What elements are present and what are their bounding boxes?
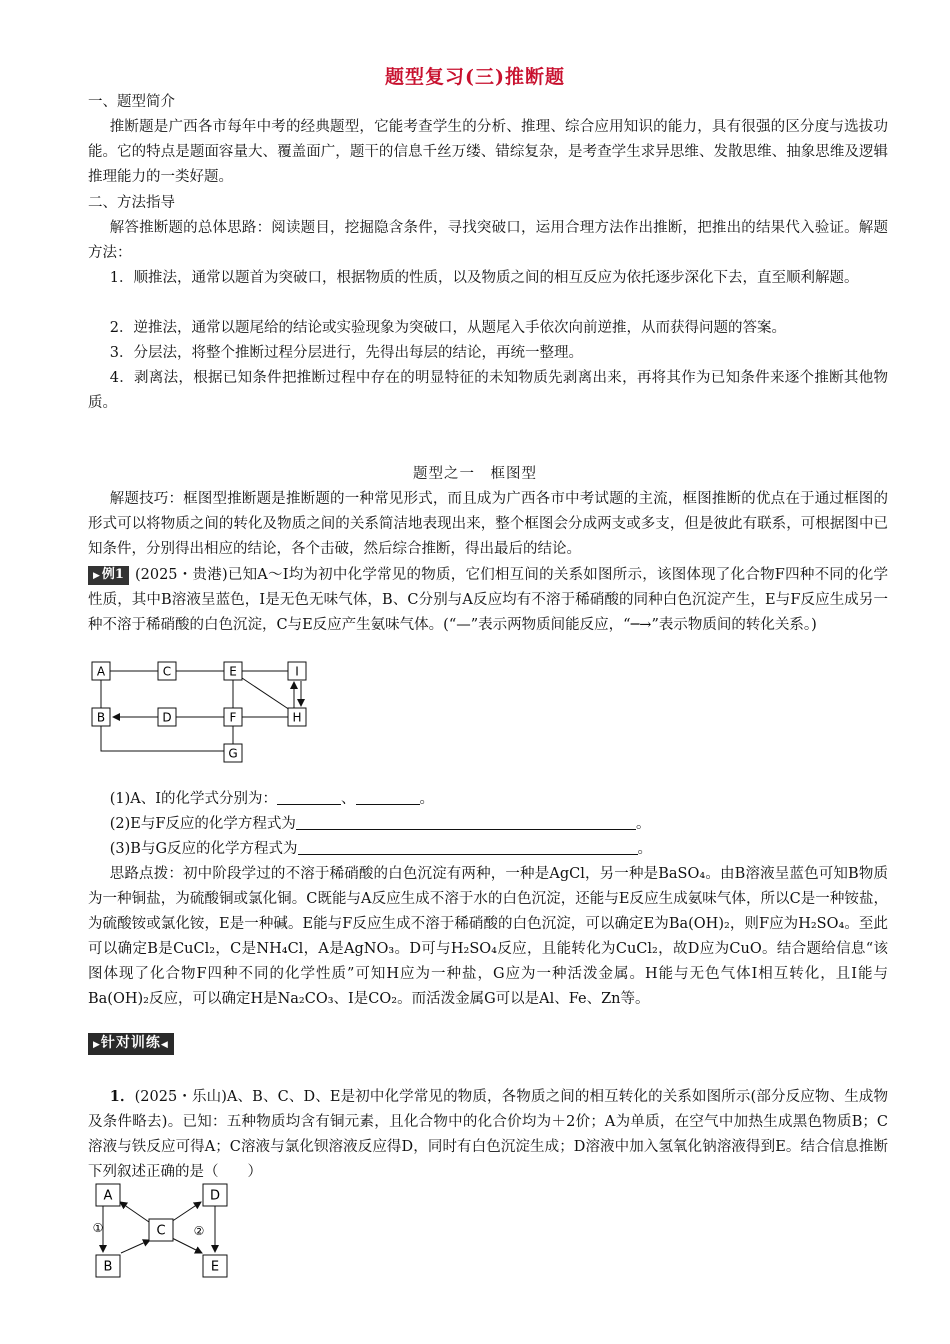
edge-b-c xyxy=(121,1240,150,1253)
edge-c-e xyxy=(172,1238,202,1253)
node-a xyxy=(96,1184,120,1206)
node-e xyxy=(224,662,242,680)
node-b xyxy=(96,1255,120,1277)
node-a xyxy=(92,662,110,680)
answer-blank-equation-ef[interactable] xyxy=(296,815,636,830)
answer-blank-a[interactable] xyxy=(277,790,341,805)
edge-b-g xyxy=(101,726,224,751)
intro-paragraph: 推断题是广西各市每年中考的经典题型，它能考查学生的分析、推理、综合应用知识的能力，具有很强的区分度与选拔功能。它的特点是题面容量大、覆盖面广，题干的信息千丝万缕、错综复杂，是考查学生求异思维、发散思维、抽象思维及逻辑推理能力的一类好题。 xyxy=(88,119,888,185)
step-mark-2: ② xyxy=(193,1224,205,1238)
edge-c-d xyxy=(171,1202,201,1222)
intro-heading: 一、题型简介 xyxy=(88,94,175,110)
node-label: H xyxy=(292,710,302,725)
edge-e-h xyxy=(242,678,290,710)
node-label: B xyxy=(103,1259,113,1275)
node-f xyxy=(224,708,242,726)
training-question-1: 1．(2025・乐山)A、B、C、D、E是初中化学常见的物质，各物质之间的相互转化的关系如图所示(部分反应物、生成物及条件略去)。已知：五种物质均含有铜元素，且化合物中的化合价均为＋2价；A为单质，在空气中加热生成黑色物质B；C溶液与铁反应可得A；C溶液与氯化钡溶液反应得D，同时有白色沉淀生成；D溶液中加入氢氧化钠溶液得到E。结合信息推断下列叙述正确的是（ ） xyxy=(88,1088,888,1180)
solving-tip: 解题技巧：框图型推断题是推断题的一种常见形式，而且成为广西各市中考试题的主流，框图推断的优点在于通过框图的形式可以将物质之间的转化及物质之间的关系简洁地表现出来，整个框图会分成两支或多支，但是彼此有联系，可根据图中已知条件，分别得出相应的结论，各个击破，然后综合推断，得出最后的结论。 xyxy=(88,491,888,557)
question-3: (3)B与G反应的化学方程式为 。 xyxy=(109,841,653,857)
page-title: 题型复习(三)推断题 xyxy=(385,66,565,88)
node-label: B xyxy=(96,710,106,725)
node-label: A xyxy=(103,1188,113,1204)
method-item-3: 3．分层法，将整个推断过程分层进行，先得出每层的结论，再统一整理。 xyxy=(109,345,583,361)
training-tag: ▶针对训练◀ xyxy=(88,1033,174,1055)
node-d xyxy=(158,708,176,726)
node-e xyxy=(203,1255,227,1277)
node-d xyxy=(203,1184,227,1206)
node-b xyxy=(92,708,110,726)
method-item-1: 1．顺推法，通常以题首为突破口，根据物质的性质，以及物质之间的相互反应为依托逐步深化下去，直至顺利解题。 xyxy=(109,270,859,286)
edge-c-a xyxy=(120,1202,149,1222)
answer-blank-equation-bg[interactable] xyxy=(298,840,638,855)
example-text: (2025・贵港)已知A～I均为初中化学常见的物质，它们相互间的关系如图所示，该图体现了化合物F四种不同的化学性质，其中B溶液呈蓝色，I是无色无味气体，B、C分别与A反应均有不溶于稀硝酸的同种白色沉淀产生，E与F反应生成另一种不溶于稀硝酸的白色沉淀，C与E反应产生氨味气体。(“—”表示两物质间能反应，“─→”表示物质间的转化关系。) xyxy=(88,567,888,633)
node-c xyxy=(158,662,176,680)
node-label: D xyxy=(209,1188,221,1204)
question-2: (2)E与F反应的化学方程式为 。 xyxy=(109,816,651,832)
node-c xyxy=(149,1219,173,1241)
answer-blank-i[interactable] xyxy=(356,790,420,805)
example-diagram xyxy=(88,656,318,768)
method-item-2: 2．逆推法，通常以题尾给的结论或实验现象为突破口，从题尾入手依次向前逆推，从而获得问题的答案。 xyxy=(109,320,786,336)
method-item-4: 4．剥离法，根据已知条件把推断过程中存在的明显特征的未知物质先剥离出来，再将其作为已知条件来逐个推断其他物质。 xyxy=(88,370,888,411)
section-title: 题型之一 框图型 xyxy=(413,466,537,482)
analysis-paragraph: 思路点拨：初中阶段学过的不溶于稀硝酸的白色沉淀有两种，一种是AgCl，另一种是BaSO₄。由B溶液呈蓝色可知B物质为一种铜盐，为硫酸铜或氯化铜。C既能与A反应生成不溶于水的白色沉淀，还能与E反应生成氨味气体，所以C是一种铵盐，为硫酸铵或氯化铵，E是一种碱。E能与F反应生成不溶于稀硝酸的白色沉淀，可以确定E为Ba(OH)₂，则F应为H₂SO₄。至此可以确定B是CuCl₂，C是NH₄Cl，A是AgNO₃。D可与H₂SO₄反应，且能转化为CuCl₂，故D应为CuO。结合题给信息“该图体现了化合物F四种不同的化学性质”可知H应为一种盐，G应为一种活泼金属。H能与无色气体I相互转化，且I能与Ba(OH)₂反应，可以确定H是Na₂CO₃、I是CO₂。而活泼金属G可以是Al、Fe、Zn等。 xyxy=(88,866,888,1007)
node-i xyxy=(288,662,306,680)
node-label: E xyxy=(229,664,237,679)
triangle-left-icon: ◀ xyxy=(160,1040,169,1050)
node-label: C xyxy=(156,1223,166,1239)
node-label: D xyxy=(162,710,172,725)
node-h xyxy=(288,708,306,726)
node-label: E xyxy=(210,1259,220,1275)
node-label: G xyxy=(228,746,238,761)
method-paragraph: 解答推断题的总体思路：阅读题目，挖掘隐含条件，寻找突破口，运用合理方法作出推断，把推出的结果代入验证。解题方法： xyxy=(88,220,888,261)
question-1: (1)A、I的化学式分别为： 、 。 xyxy=(109,791,434,807)
node-label: A xyxy=(96,664,106,679)
node-label: I xyxy=(295,664,299,679)
training-diagram xyxy=(88,1180,238,1284)
triangle-right-icon: ▶ xyxy=(93,571,100,581)
node-label: C xyxy=(162,664,172,679)
method-heading: 二、方法指导 xyxy=(88,195,175,211)
step-mark-1: ① xyxy=(92,1221,104,1235)
example-tag: ▶ 例1 xyxy=(88,566,129,585)
example-1 xyxy=(88,563,888,638)
node-g xyxy=(224,744,242,762)
node-label: F xyxy=(229,710,237,725)
triangle-right-icon: ▶ xyxy=(93,1040,101,1050)
